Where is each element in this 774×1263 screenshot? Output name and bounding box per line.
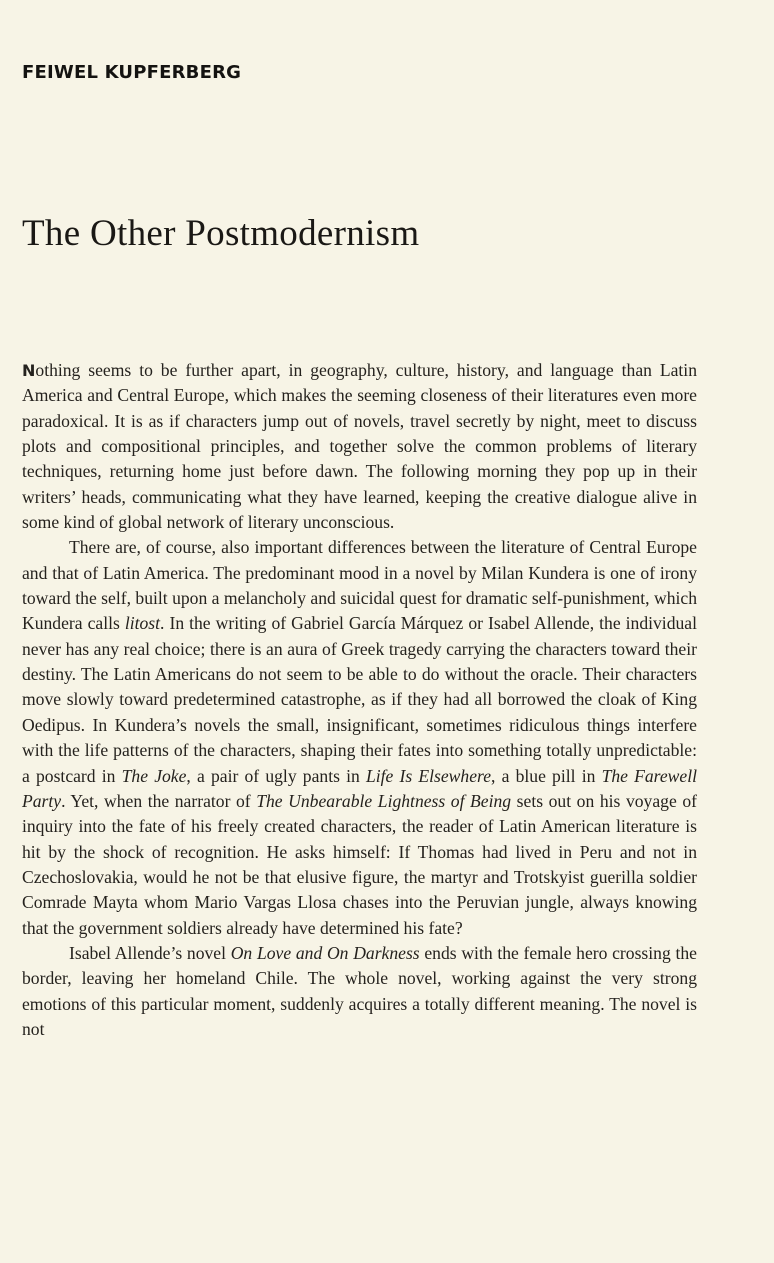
paragraph-1 [22,358,697,535]
book-title-the-joke: The Joke [121,765,187,786]
paragraph-2-text-3: , a pair of ugly pants in [186,765,366,786]
paragraph-2-text-4: , a blue pill in [491,765,602,786]
book-title-unbearable-lightness: The Unbearable Lightness of Being [256,790,512,811]
body-text [22,358,697,1042]
paragraph-2-text-2: . In the writing of Gabriel García Márquez or Isabel Allende, the individual never has any real choice; there is an aura of Greek tragedy carrying the characters toward their destiny. The Latin Americans do not seem to be able to do without the oracle. Their characters move slowly toward predetermined catastrophe, as if they had all borrowed the cloak of King Oedipus. In Kundera’s novels the small, insignificant, sometimes ridiculous things interfere with the life patterns of the characters, shaping their fates into something totally unpredictable: a postcard in [22,613,697,786]
italic-term-litost: litost [124,613,161,634]
paragraph-2-text-5: . Yet, when the narrator of [61,790,257,811]
book-title-life-is-elsewhere: Life Is Elsewhere [365,765,492,786]
paragraph-3-text-2: ends with the female hero crossing the border, leaving her homeland Chile. The whole novel, working against the very strong emotions of this particular moment, suddenly acquires a totally different meaning. The novel is not [22,942,697,1039]
book-title-the-farewell-party: The Farewell Party [22,765,697,811]
book-title-on-love-and-on-darkness: On Love and On Darkness [230,942,420,963]
paragraph-3-text-1: Isabel Allende’s novel [69,942,231,963]
paragraph-2-text-6: sets out on his voyage of inquiry into the fate of his freely created characters, the reader of Latin American literature is hit by the shock of recognition. He asks himself: If Thomas had lived in Peru and not in Czechoslovakia, would he not be that elusive figure, the martyr and Trotskyist guerilla soldier Comrade Mayta whom Mario Vargas Llosa chases into the Peruvian jungle, always knowing that the government soldiers already have determined his fate? [22,790,697,938]
paragraph-3 [22,941,697,1042]
author-name: FEIWEL KUPFERBERG [22,62,242,83]
chapter-title: The Other Postmodernism [22,213,420,254]
paragraph-2-text-1: There are, of course, also important differences between the literature of Central Europe and that of Latin America. The predominant mood in a novel by Milan Kundera is one of irony toward the self, built upon a melancholy and suicidal quest for dramatic self-punishment, which Kundera calls [22,537,697,634]
initial-letter: N [22,361,36,380]
paragraph-2 [22,535,697,941]
paragraph-1-text: othing seems to be further apart, in geography, culture, history, and language than Latin America and Central Europe, which makes the seeming closeness of their literatures even more paradoxical. It is as if characters jump out of novels, travel secretly by night, meet to discuss plots and compositional principles, and together solve the common problems of literary techniques, returning home just before dawn. The following morning they pop up in their writers’ heads, communicating what they have learned, keeping the creative dialogue alive in some kind of global network of literary unconscious. [22,360,697,533]
